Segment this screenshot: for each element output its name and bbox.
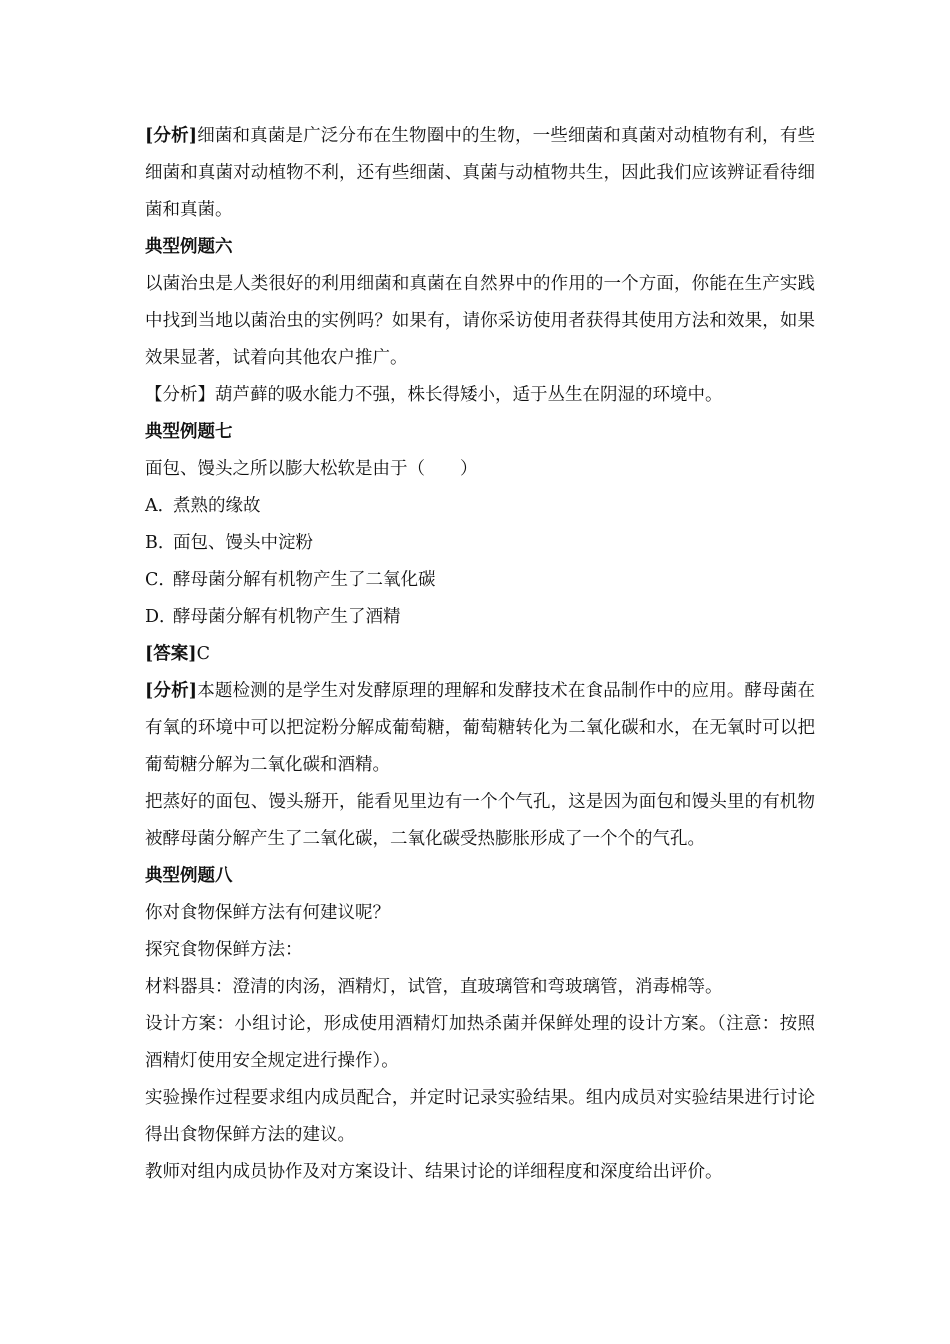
inquiry-title: 探究食物保鲜方法： [145,940,303,960]
option-c [145,562,815,599]
option-letter: A． [145,496,176,516]
option-d [145,599,815,636]
answer-line [145,636,815,673]
explanation-paragraph: 把蒸好的面包、馒头掰开，能看见里边有一个个气孔，这是因为面包和馒头里的有机物被酵母菌分解产生了二氧化碳，二氧化碳受热膨胀形成了一个个的气孔。 [145,792,815,849]
option-b [145,525,815,562]
evaluation-paragraph: 教师对组内成员协作及对方案设计、结果讨论的详细程度和深度给出评价。 [145,1162,723,1182]
analysis-text: 细菌和真菌是广泛分布在生物圈中的生物，一些细菌和真菌对动植物有利，有些细菌和真菌对动植物不利，还有些细菌、真菌与动植物共生，因此我们应该辨证看待细菌和真菌。 [145,126,815,220]
example-heading-7: 典型例题七 [145,422,233,442]
example-heading-6: 典型例题六 [145,237,233,257]
analysis-paragraph-2 [145,673,815,784]
analysis-paragraph-1 [145,118,815,229]
option-letter: D． [145,607,177,627]
design-paragraph: 设计方案：小组讨论，形成使用酒精灯加热杀菌并保鲜处理的设计方案。（注意：按照酒精灯使用安全规定进行操作）。 [145,1014,815,1071]
option-letter: B． [145,533,176,553]
answer-text: C [196,644,210,664]
example-8-question: 你对食物保鲜方法有何建议呢？ [145,903,390,923]
example-6-analysis: 【分析】葫芦藓的吸水能力不强，株长得矮小，适于丛生在阴湿的环境中。 [145,385,723,405]
option-text: 煮熟的缘故 [173,496,261,516]
option-text: 酵母菌分解有机物产生了酒精 [173,607,401,627]
materials-paragraph: 材料器具：澄清的肉汤，酒精灯，试管，直玻璃管和弯玻璃管，消毒棉等。 [145,977,723,997]
analysis-tag: [分析] [145,126,198,146]
example-heading-8: 典型例题八 [145,866,233,886]
procedure-paragraph: 实验操作过程要求组内成员配合，并定时记录实验结果。组内成员对实验结果进行讨论得出食物保鲜方法的建议。 [145,1088,815,1145]
example-7-question: 面包、馒头之所以膨大松软是由于（ ） [145,459,478,479]
option-a [145,488,815,525]
option-text: 酵母菌分解有机物产生了二氧化碳 [173,570,436,590]
document-page [145,118,815,1191]
option-text: 面包、馒头中淀粉 [173,533,313,553]
option-letter: C． [145,570,176,590]
analysis-text: 本题检测的是学生对发酵原理的理解和发酵技术在食品制作中的应用。酵母菌在有氧的环境中可以把淀粉分解成葡萄糖，葡萄糖转化为二氧化碳和水，在无氧时可以把葡萄糖分解为二氧化碳和酒精。 [145,681,815,775]
analysis-tag: [分析] [145,681,198,701]
example-6-question: 以菌治虫是人类很好的利用细菌和真菌在自然界中的作用的一个方面，你能在生产实践中找到当地以菌治虫的实例吗？如果有，请你采访使用者获得其使用方法和效果，如果效果显著，试着向其他农户推广。 [145,274,815,368]
answer-tag: [答案] [145,644,197,664]
